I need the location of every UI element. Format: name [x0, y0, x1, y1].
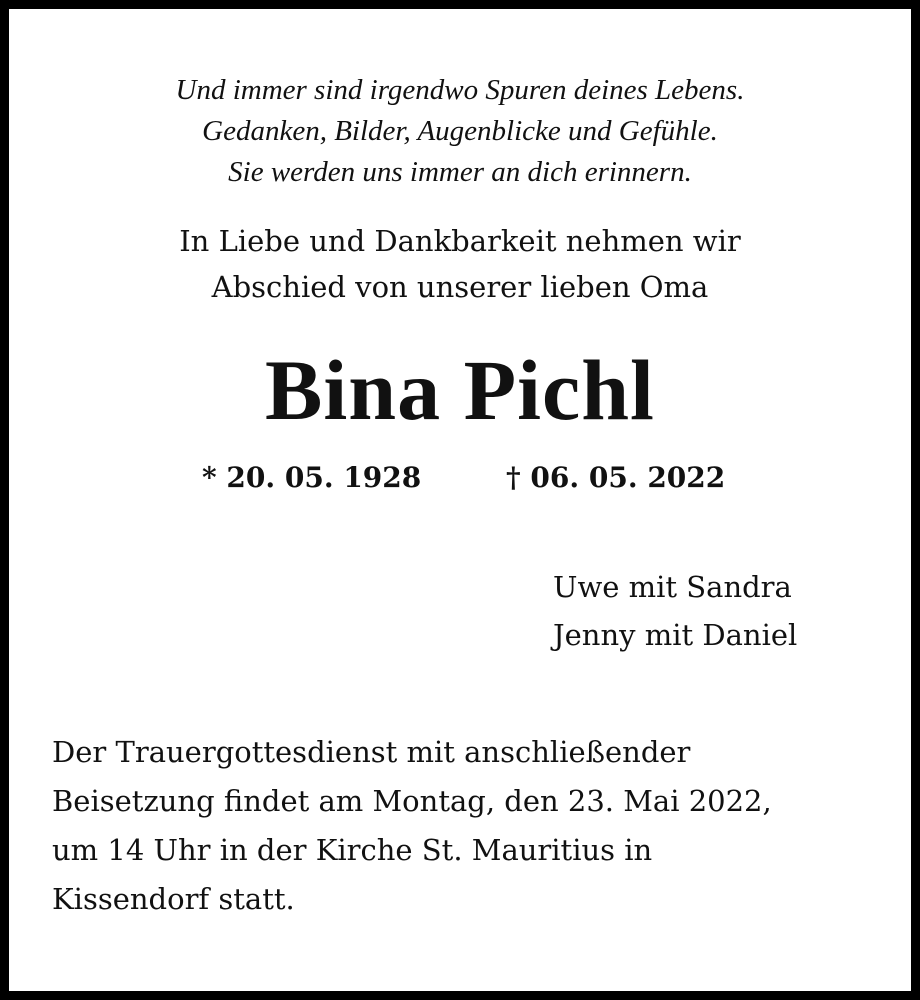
birth-date: * 20. 05. 1928 — [202, 461, 422, 494]
service-line: Beisetzung findet am Montag, den 23. Mai 2022, — [52, 784, 772, 818]
memorial-quote — [0, 70, 920, 193]
mourners-list — [553, 563, 797, 659]
service-line: Kissendorf statt. — [52, 882, 295, 916]
deceased-name: Bina Pichl — [265, 342, 655, 438]
quote-line: Gedanken, Bilder, Augenblicke und Gefühle. — [202, 115, 718, 147]
service-line: um 14 Uhr in der Kirche St. Mauritius in — [52, 833, 653, 867]
quote-line: Und immer sind irgendwo Spuren deines Lebens. — [175, 74, 745, 106]
intro-line: Abschied von unserer lieben Oma — [211, 270, 709, 304]
intro-line: In Liebe und Dankbarkeit nehmen wir — [179, 224, 741, 258]
service-line: Der Trauergottesdienst mit anschließender — [52, 735, 691, 769]
funeral-service-info — [52, 728, 772, 924]
quote-line: Sie werden uns immer an dich erinnern. — [228, 156, 692, 188]
death-date: † 06. 05. 2022 — [506, 461, 726, 494]
mourner-entry: Uwe mit Sandra — [553, 570, 792, 604]
mourner-entry: Jenny mit Daniel — [553, 618, 798, 652]
farewell-intro — [0, 218, 920, 310]
